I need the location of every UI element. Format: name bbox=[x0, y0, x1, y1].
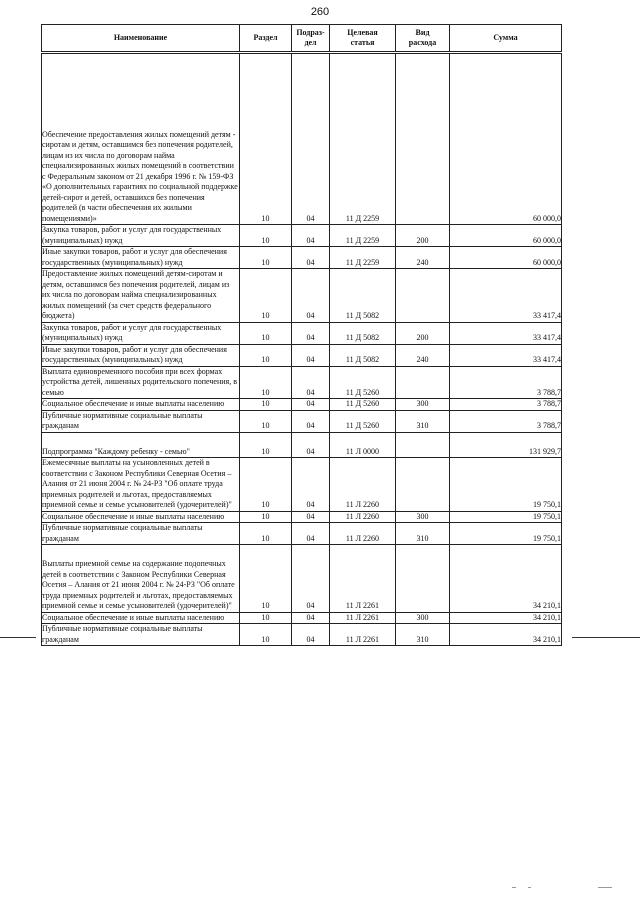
page-number: 260 bbox=[310, 6, 330, 18]
cell-expense: 200 bbox=[396, 225, 450, 247]
table-row bbox=[42, 247, 562, 269]
cell-amount: 34 210,1 bbox=[450, 624, 562, 646]
cell-subsection: 04 bbox=[292, 612, 330, 624]
cell-section: 10 bbox=[240, 344, 292, 366]
cell-expense bbox=[396, 545, 450, 613]
cell-subsection: 04 bbox=[292, 399, 330, 411]
cell-section: 10 bbox=[240, 523, 292, 545]
scan-artifact-line-left bbox=[0, 637, 36, 638]
cell-expense: 200 bbox=[396, 322, 450, 344]
cell-amount: 3 788,7 bbox=[450, 410, 562, 432]
cell-subsection: 04 bbox=[292, 458, 330, 512]
cell-amount: 33 417,4 bbox=[450, 269, 562, 323]
cell-name: Ежемесячные выплаты на усыновленных детей в соответствии с Законом Республики Северная Осетия – Алания от 21 июня 2004 г. № 24-РЗ "Об оплате труда приемных родителей и льготах, предоставляемых приемной семье и семье усыновителей (удочерителей)" bbox=[42, 458, 240, 512]
cell-section: 10 bbox=[240, 458, 292, 512]
cell-expense bbox=[396, 53, 450, 225]
cell-expense: 300 bbox=[396, 511, 450, 523]
table-row bbox=[42, 53, 562, 225]
table-row bbox=[42, 399, 562, 411]
table-row bbox=[42, 624, 562, 646]
table-row bbox=[42, 344, 562, 366]
budget-table bbox=[41, 24, 562, 646]
header-amount: Сумма bbox=[450, 25, 562, 53]
cell-section: 10 bbox=[240, 612, 292, 624]
cell-subsection: 04 bbox=[292, 410, 330, 432]
cell-expense: 310 bbox=[396, 410, 450, 432]
header-name: Наименование bbox=[42, 25, 240, 53]
table-row bbox=[42, 366, 562, 399]
cell-amount: 34 210,1 bbox=[450, 545, 562, 613]
cell-name: Социальное обеспечение и иные выплаты населению bbox=[42, 612, 240, 624]
cell-name: Социальное обеспечение и иные выплаты населению bbox=[42, 511, 240, 523]
cell-amount: 3 788,7 bbox=[450, 366, 562, 399]
cell-target: 11 Д 5082 bbox=[330, 322, 396, 344]
cell-expense: 310 bbox=[396, 523, 450, 545]
cell-name: Иные закупки товаров, работ и услуг для обеспечения государственных (муниципальных) нужд bbox=[42, 247, 240, 269]
cell-name: Закупка товаров, работ и услуг для государственных (муниципальных) нужд bbox=[42, 322, 240, 344]
cell-subsection: 04 bbox=[292, 624, 330, 646]
table-row bbox=[42, 225, 562, 247]
cell-amount: 60 000,0 bbox=[450, 53, 562, 225]
cell-subsection: 04 bbox=[292, 247, 330, 269]
cell-name: Социальное обеспечение и иные выплаты населению bbox=[42, 399, 240, 411]
cell-amount: 33 417,4 bbox=[450, 344, 562, 366]
cell-section: 10 bbox=[240, 366, 292, 399]
table-row bbox=[42, 458, 562, 512]
cell-amount: 19 750,1 bbox=[450, 523, 562, 545]
cell-section: 10 bbox=[240, 225, 292, 247]
cell-amount: 60 000,0 bbox=[450, 225, 562, 247]
cell-section: 10 bbox=[240, 410, 292, 432]
cell-amount: 3 788,7 bbox=[450, 399, 562, 411]
cell-expense bbox=[396, 432, 450, 458]
cell-target: 11 Л 2260 bbox=[330, 523, 396, 545]
scan-artifact-speck bbox=[598, 887, 612, 888]
cell-target: 11 Д 2259 bbox=[330, 53, 396, 225]
cell-section: 10 bbox=[240, 432, 292, 458]
cell-subsection: 04 bbox=[292, 366, 330, 399]
cell-target: 11 Л 0000 bbox=[330, 432, 396, 458]
cell-amount: 33 417,4 bbox=[450, 322, 562, 344]
cell-section: 10 bbox=[240, 269, 292, 323]
cell-amount: 60 000,0 bbox=[450, 247, 562, 269]
cell-name: Публичные нормативные социальные выплаты гражданам bbox=[42, 624, 240, 646]
cell-subsection: 04 bbox=[292, 545, 330, 613]
cell-amount: 19 750,1 bbox=[450, 511, 562, 523]
cell-section: 10 bbox=[240, 511, 292, 523]
cell-amount: 19 750,1 bbox=[450, 458, 562, 512]
cell-name: Закупка товаров, работ и услуг для государственных (муниципальных) нужд bbox=[42, 225, 240, 247]
scan-artifact-line-right bbox=[572, 637, 640, 638]
table-row bbox=[42, 511, 562, 523]
table-row bbox=[42, 612, 562, 624]
cell-expense: 300 bbox=[396, 612, 450, 624]
cell-name: Предоставление жилых помещений детям-сиротам и детям, оставшимся без попечения родителей, лицам из их числа по договорам найма специализированных жилых помещений (за счет средств федерального бюджета) bbox=[42, 269, 240, 323]
table-row bbox=[42, 410, 562, 432]
cell-name: Публичные нормативные социальные выплаты гражданам bbox=[42, 410, 240, 432]
cell-subsection: 04 bbox=[292, 432, 330, 458]
cell-expense bbox=[396, 366, 450, 399]
cell-target: 11 Д 5260 bbox=[330, 410, 396, 432]
table-row bbox=[42, 523, 562, 545]
cell-target: 11 Д 5260 bbox=[330, 399, 396, 411]
cell-section: 10 bbox=[240, 322, 292, 344]
cell-target: 11 Л 2260 bbox=[330, 458, 396, 512]
cell-expense: 300 bbox=[396, 399, 450, 411]
cell-target: 11 Л 2260 bbox=[330, 511, 396, 523]
cell-subsection: 04 bbox=[292, 523, 330, 545]
cell-target: 11 Д 5260 bbox=[330, 366, 396, 399]
table-row bbox=[42, 545, 562, 613]
scan-artifact-speck bbox=[512, 887, 516, 888]
cell-target: 11 Л 2261 bbox=[330, 545, 396, 613]
cell-expense bbox=[396, 269, 450, 323]
cell-name: Иные закупки товаров, работ и услуг для обеспечения государственных (муниципальных) нужд bbox=[42, 344, 240, 366]
cell-expense: 240 bbox=[396, 344, 450, 366]
cell-name: Публичные нормативные социальные выплаты гражданам bbox=[42, 523, 240, 545]
cell-target: 11 Д 5082 bbox=[330, 344, 396, 366]
table-row bbox=[42, 322, 562, 344]
cell-section: 10 bbox=[240, 399, 292, 411]
cell-name: Выплаты приемной семье на содержание подопечных детей в соответствии с Законом Республики Северная Осетия – Алания от 21 июня 2004 г. № 24-РЗ "Об оплате труда приемных родителей и льготах, предоставляемых приемной семье и семье усыновителей (удочерителей)" bbox=[42, 545, 240, 613]
cell-subsection: 04 bbox=[292, 53, 330, 225]
cell-subsection: 04 bbox=[292, 322, 330, 344]
cell-name: Выплата единовременного пособия при всех формах устройства детей, лишенных родительского попечения, в семью bbox=[42, 366, 240, 399]
cell-expense bbox=[396, 458, 450, 512]
cell-target: 11 Л 2261 bbox=[330, 624, 396, 646]
cell-expense: 310 bbox=[396, 624, 450, 646]
table-row bbox=[42, 432, 562, 458]
scan-artifact-speck bbox=[528, 887, 531, 888]
cell-section: 10 bbox=[240, 624, 292, 646]
cell-name: Обеспечение предоставления жилых помещений детям - сиротам и детям, оставшимся без попечения родителей, лицам из их числа по договорам найма специализированных жилых помещений в соответствии с Федеральным законом от 21 декабря 1996 г. № 159-ФЗ «О дополнительных гарантиях по социальной поддержке детей-сирот и детей, оставшихся без попечения родителей (в части обеспечения их жилыми помещениями)» bbox=[42, 53, 240, 225]
cell-target: 11 Д 2259 bbox=[330, 225, 396, 247]
table-header-row bbox=[42, 25, 562, 53]
cell-name: Подпрограмма "Каждому ребенку - семью" bbox=[42, 432, 240, 458]
cell-subsection: 04 bbox=[292, 225, 330, 247]
cell-amount: 34 210,1 bbox=[450, 612, 562, 624]
cell-amount: 131 929,7 bbox=[450, 432, 562, 458]
cell-section: 10 bbox=[240, 247, 292, 269]
header-target-article: Целевая статья bbox=[330, 25, 396, 53]
cell-section: 10 bbox=[240, 53, 292, 225]
cell-subsection: 04 bbox=[292, 269, 330, 323]
cell-subsection: 04 bbox=[292, 344, 330, 366]
cell-target: 11 Д 2259 bbox=[330, 247, 396, 269]
cell-target: 11 Д 5082 bbox=[330, 269, 396, 323]
table-row bbox=[42, 269, 562, 323]
cell-target: 11 Л 2261 bbox=[330, 612, 396, 624]
header-section: Раздел bbox=[240, 25, 292, 53]
header-subsection: Подраз- дел bbox=[292, 25, 330, 53]
cell-subsection: 04 bbox=[292, 511, 330, 523]
header-expense-type: Вид расхода bbox=[396, 25, 450, 53]
cell-section: 10 bbox=[240, 545, 292, 613]
cell-expense: 240 bbox=[396, 247, 450, 269]
